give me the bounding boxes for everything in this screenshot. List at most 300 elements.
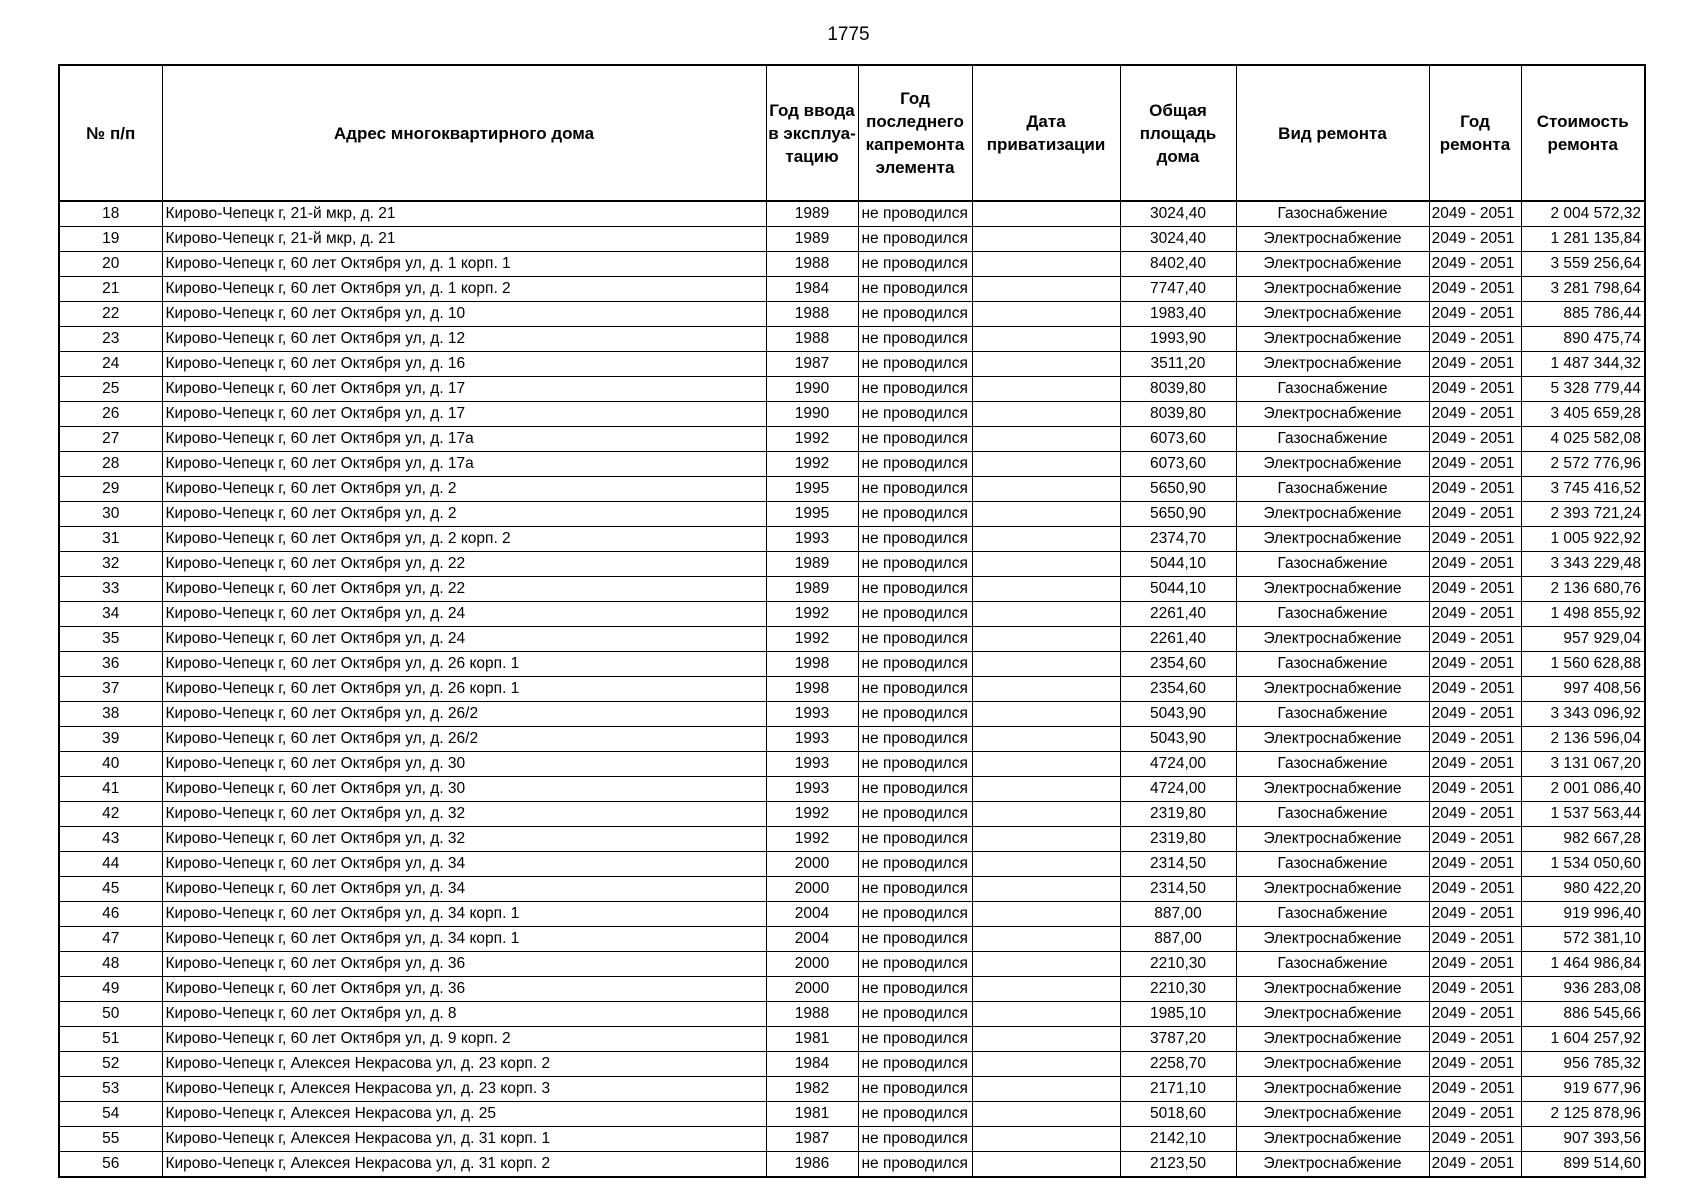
table-row (59, 352, 1645, 377)
row-year-built: 1982 (766, 1077, 858, 1102)
row-repair-type: Электроснабжение (1236, 402, 1429, 427)
row-address: Кирово-Чепецк г, 60 лет Октября ул, д. 22 (162, 552, 766, 577)
row-address: Кирово-Чепецк г, 60 лет Октября ул, д. 12 (162, 327, 766, 352)
row-area: 2123,50 (1120, 1152, 1236, 1178)
table-row (59, 977, 1645, 1002)
row-cost: 980 422,20 (1521, 877, 1645, 902)
row-num: 51 (59, 1027, 162, 1052)
row-last-repair: не проводился (858, 252, 972, 277)
table-row (59, 1077, 1645, 1102)
row-cost: 4 025 582,08 (1521, 427, 1645, 452)
row-repair-type: Электроснабжение (1236, 927, 1429, 952)
table-row (59, 1102, 1645, 1127)
row-year-built: 1984 (766, 1052, 858, 1077)
row-num: 22 (59, 302, 162, 327)
row-repair-period: 2049 - 2051 (1429, 277, 1521, 302)
table-row (59, 627, 1645, 652)
header-address: Адрес многоквартирного дома (162, 65, 766, 201)
row-num: 48 (59, 952, 162, 977)
row-repair-period: 2049 - 2051 (1429, 1027, 1521, 1052)
table-row (59, 927, 1645, 952)
row-last-repair: не проводился (858, 277, 972, 302)
row-repair-period: 2049 - 2051 (1429, 777, 1521, 802)
table-row (59, 227, 1645, 252)
row-cost: 3 131 067,20 (1521, 752, 1645, 777)
row-year-built: 1992 (766, 452, 858, 477)
row-privatization (972, 852, 1120, 877)
row-area: 3024,40 (1120, 227, 1236, 252)
row-address: Кирово-Чепецк г, 60 лет Октября ул, д. 16 (162, 352, 766, 377)
table-row (59, 452, 1645, 477)
row-area: 4724,00 (1120, 752, 1236, 777)
row-area: 1983,40 (1120, 302, 1236, 327)
row-cost: 1 498 855,92 (1521, 602, 1645, 627)
row-repair-type: Газоснабжение (1236, 952, 1429, 977)
row-year-built: 1989 (766, 577, 858, 602)
row-last-repair: не проводился (858, 402, 972, 427)
row-repair-period: 2049 - 2051 (1429, 802, 1521, 827)
table-row (59, 677, 1645, 702)
row-cost: 2 125 878,96 (1521, 1102, 1645, 1127)
row-repair-type: Электроснабжение (1236, 252, 1429, 277)
row-repair-type: Электроснабжение (1236, 327, 1429, 352)
row-repair-period: 2049 - 2051 (1429, 702, 1521, 727)
row-address: Кирово-Чепецк г, Алексея Некрасова ул, д. 23 корп. 2 (162, 1052, 766, 1077)
table-row (59, 1052, 1645, 1077)
row-address: Кирово-Чепецк г, 60 лет Октября ул, д. 8 (162, 1002, 766, 1027)
row-repair-type: Электроснабжение (1236, 1152, 1429, 1178)
row-privatization (972, 552, 1120, 577)
row-area: 2374,70 (1120, 527, 1236, 552)
row-privatization (972, 877, 1120, 902)
row-address: Кирово-Чепецк г, 60 лет Октября ул, д. 34 корп. 1 (162, 902, 766, 927)
row-last-repair: не проводился (858, 427, 972, 452)
row-address: Кирово-Чепецк г, 60 лет Октября ул, д. 2 (162, 477, 766, 502)
row-num: 47 (59, 927, 162, 952)
row-last-repair: не проводился (858, 752, 972, 777)
row-repair-period: 2049 - 2051 (1429, 977, 1521, 1002)
row-address: Кирово-Чепецк г, 60 лет Октября ул, д. 2 (162, 502, 766, 527)
row-cost: 957 929,04 (1521, 627, 1645, 652)
row-num: 18 (59, 201, 162, 227)
table-row (59, 302, 1645, 327)
row-privatization (972, 977, 1120, 1002)
row-privatization (972, 1102, 1120, 1127)
row-area: 5044,10 (1120, 577, 1236, 602)
row-repair-type: Газоснабжение (1236, 752, 1429, 777)
table-row (59, 201, 1645, 227)
row-num: 31 (59, 527, 162, 552)
row-repair-type: Электроснабжение (1236, 577, 1429, 602)
row-year-built: 1993 (766, 752, 858, 777)
row-cost: 3 343 096,92 (1521, 702, 1645, 727)
table-row (59, 652, 1645, 677)
row-area: 2171,10 (1120, 1077, 1236, 1102)
row-privatization (972, 827, 1120, 852)
row-repair-type: Газоснабжение (1236, 602, 1429, 627)
row-num: 42 (59, 802, 162, 827)
row-cost: 1 537 563,44 (1521, 802, 1645, 827)
row-last-repair: не проводился (858, 602, 972, 627)
row-num: 21 (59, 277, 162, 302)
row-privatization (972, 1002, 1120, 1027)
row-repair-type: Электроснабжение (1236, 827, 1429, 852)
row-year-built: 1987 (766, 352, 858, 377)
table-row (59, 252, 1645, 277)
row-privatization (972, 227, 1120, 252)
row-address: Кирово-Чепецк г, 60 лет Октября ул, д. 17 (162, 377, 766, 402)
row-cost: 1 534 050,60 (1521, 852, 1645, 877)
row-address: Кирово-Чепецк г, 60 лет Октября ул, д. 32 (162, 802, 766, 827)
row-num: 45 (59, 877, 162, 902)
row-privatization (972, 327, 1120, 352)
row-privatization (972, 427, 1120, 452)
row-last-repair: не проводился (858, 652, 972, 677)
row-repair-type: Электроснабжение (1236, 627, 1429, 652)
row-cost: 3 745 416,52 (1521, 477, 1645, 502)
row-num: 37 (59, 677, 162, 702)
row-year-built: 1988 (766, 252, 858, 277)
row-cost: 3 559 256,64 (1521, 252, 1645, 277)
row-address: Кирово-Чепецк г, 60 лет Октября ул, д. 26 корп. 1 (162, 652, 766, 677)
table-row (59, 852, 1645, 877)
row-privatization (972, 477, 1120, 502)
row-area: 2319,80 (1120, 827, 1236, 852)
table-body (59, 201, 1645, 1177)
row-area: 2354,60 (1120, 677, 1236, 702)
row-area: 887,00 (1120, 927, 1236, 952)
row-repair-type: Газоснабжение (1236, 201, 1429, 227)
row-cost: 2 004 572,32 (1521, 201, 1645, 227)
row-last-repair: не проводился (858, 1052, 972, 1077)
row-address: Кирово-Чепецк г, 60 лет Октября ул, д. 26 корп. 1 (162, 677, 766, 702)
row-repair-period: 2049 - 2051 (1429, 327, 1521, 352)
row-privatization (972, 1077, 1120, 1102)
row-repair-type: Газоснабжение (1236, 702, 1429, 727)
table-row (59, 502, 1645, 527)
row-year-built: 1992 (766, 827, 858, 852)
row-privatization (972, 902, 1120, 927)
row-year-built: 1992 (766, 427, 858, 452)
row-last-repair: не проводился (858, 902, 972, 927)
header-privatization: Дата приватизации (972, 65, 1120, 201)
row-area: 5044,10 (1120, 552, 1236, 577)
row-area: 8039,80 (1120, 377, 1236, 402)
row-repair-type: Электроснабжение (1236, 1027, 1429, 1052)
row-cost: 1 560 628,88 (1521, 652, 1645, 677)
row-repair-period: 2049 - 2051 (1429, 827, 1521, 852)
row-cost: 5 328 779,44 (1521, 377, 1645, 402)
row-repair-type: Электроснабжение (1236, 677, 1429, 702)
table-row (59, 1127, 1645, 1152)
row-address: Кирово-Чепецк г, 60 лет Октября ул, д. 1 корп. 1 (162, 252, 766, 277)
row-area: 5650,90 (1120, 502, 1236, 527)
row-privatization (972, 1152, 1120, 1178)
row-year-built: 1989 (766, 227, 858, 252)
table-row (59, 1002, 1645, 1027)
row-last-repair: не проводился (858, 552, 972, 577)
row-repair-period: 2049 - 2051 (1429, 927, 1521, 952)
row-last-repair: не проводился (858, 352, 972, 377)
table-row (59, 602, 1645, 627)
table-row (59, 527, 1645, 552)
row-cost: 1 464 986,84 (1521, 952, 1645, 977)
row-cost: 890 475,74 (1521, 327, 1645, 352)
row-last-repair: не проводился (858, 727, 972, 752)
row-repair-period: 2049 - 2051 (1429, 352, 1521, 377)
repair-register-table (58, 64, 1646, 1178)
row-num: 24 (59, 352, 162, 377)
row-num: 49 (59, 977, 162, 1002)
table-row (59, 552, 1645, 577)
table-row (59, 402, 1645, 427)
row-area: 1985,10 (1120, 1002, 1236, 1027)
row-address: Кирово-Чепецк г, 60 лет Октября ул, д. 36 (162, 952, 766, 977)
row-last-repair: не проводился (858, 201, 972, 227)
row-year-built: 1993 (766, 702, 858, 727)
row-last-repair: не проводился (858, 627, 972, 652)
row-cost: 899 514,60 (1521, 1152, 1645, 1178)
row-repair-type: Газоснабжение (1236, 477, 1429, 502)
row-year-built: 1995 (766, 502, 858, 527)
row-cost: 919 677,96 (1521, 1077, 1645, 1102)
row-num: 28 (59, 452, 162, 477)
row-repair-period: 2049 - 2051 (1429, 652, 1521, 677)
row-num: 38 (59, 702, 162, 727)
row-repair-period: 2049 - 2051 (1429, 452, 1521, 477)
row-num: 44 (59, 852, 162, 877)
header-area: Общая площадь дома (1120, 65, 1236, 201)
row-repair-period: 2049 - 2051 (1429, 502, 1521, 527)
row-cost: 572 381,10 (1521, 927, 1645, 952)
row-privatization (972, 1127, 1120, 1152)
table-row (59, 777, 1645, 802)
row-address: Кирово-Чепецк г, Алексея Некрасова ул, д. 31 корп. 2 (162, 1152, 766, 1178)
row-num: 29 (59, 477, 162, 502)
row-year-built: 1981 (766, 1102, 858, 1127)
row-repair-type: Газоснабжение (1236, 552, 1429, 577)
row-repair-period: 2049 - 2051 (1429, 602, 1521, 627)
row-privatization (972, 577, 1120, 602)
row-address: Кирово-Чепецк г, 60 лет Октября ул, д. 2 корп. 2 (162, 527, 766, 552)
row-privatization (972, 777, 1120, 802)
row-num: 27 (59, 427, 162, 452)
row-repair-period: 2049 - 2051 (1429, 227, 1521, 252)
row-area: 3511,20 (1120, 352, 1236, 377)
row-last-repair: не проводился (858, 1152, 972, 1178)
row-repair-type: Электроснабжение (1236, 452, 1429, 477)
row-address: Кирово-Чепецк г, 21-й мкр, д. 21 (162, 201, 766, 227)
row-last-repair: не проводился (858, 1102, 972, 1127)
row-repair-period: 2049 - 2051 (1429, 552, 1521, 577)
row-repair-period: 2049 - 2051 (1429, 527, 1521, 552)
row-last-repair: не проводился (858, 877, 972, 902)
row-privatization (972, 702, 1120, 727)
table-row (59, 277, 1645, 302)
row-year-built: 1989 (766, 201, 858, 227)
row-area: 887,00 (1120, 902, 1236, 927)
row-repair-period: 2049 - 2051 (1429, 377, 1521, 402)
header-repair-type: Вид ремонта (1236, 65, 1429, 201)
row-privatization (972, 952, 1120, 977)
row-repair-type: Электроснабжение (1236, 277, 1429, 302)
row-cost: 885 786,44 (1521, 302, 1645, 327)
row-privatization (972, 802, 1120, 827)
table-row (59, 952, 1645, 977)
row-address: Кирово-Чепецк г, Алексея Некрасова ул, д. 25 (162, 1102, 766, 1127)
row-last-repair: не проводился (858, 377, 972, 402)
row-cost: 2 393 721,24 (1521, 502, 1645, 527)
row-area: 6073,60 (1120, 452, 1236, 477)
row-year-built: 2000 (766, 952, 858, 977)
row-repair-period: 2049 - 2051 (1429, 577, 1521, 602)
row-last-repair: не проводился (858, 1027, 972, 1052)
row-repair-period: 2049 - 2051 (1429, 302, 1521, 327)
row-address: Кирово-Чепецк г, 60 лет Октября ул, д. 17а (162, 427, 766, 452)
row-repair-type: Электроснабжение (1236, 1077, 1429, 1102)
row-num: 30 (59, 502, 162, 527)
row-area: 7747,40 (1120, 277, 1236, 302)
row-privatization (972, 402, 1120, 427)
row-address: Кирово-Чепецк г, 60 лет Октября ул, д. 9 корп. 2 (162, 1027, 766, 1052)
row-repair-type: Электроснабжение (1236, 1002, 1429, 1027)
table-row (59, 827, 1645, 852)
row-cost: 1 005 922,92 (1521, 527, 1645, 552)
row-privatization (972, 452, 1120, 477)
row-last-repair: не проводился (858, 702, 972, 727)
row-repair-period: 2049 - 2051 (1429, 1152, 1521, 1178)
row-num: 33 (59, 577, 162, 602)
row-cost: 1 487 344,32 (1521, 352, 1645, 377)
row-cost: 982 667,28 (1521, 827, 1645, 852)
row-repair-type: Электроснабжение (1236, 877, 1429, 902)
row-repair-type: Электроснабжение (1236, 1052, 1429, 1077)
row-area: 2354,60 (1120, 652, 1236, 677)
row-cost: 1 281 135,84 (1521, 227, 1645, 252)
row-year-built: 1998 (766, 677, 858, 702)
row-num: 25 (59, 377, 162, 402)
row-year-built: 1981 (766, 1027, 858, 1052)
row-last-repair: не проводился (858, 1077, 972, 1102)
row-repair-type: Электроснабжение (1236, 727, 1429, 752)
row-address: Кирово-Чепецк г, 60 лет Октября ул, д. 1 корп. 2 (162, 277, 766, 302)
row-year-built: 1990 (766, 377, 858, 402)
row-cost: 3 343 229,48 (1521, 552, 1645, 577)
table-row (59, 902, 1645, 927)
table-row (59, 1152, 1645, 1178)
row-cost: 2 136 680,76 (1521, 577, 1645, 602)
row-cost: 886 545,66 (1521, 1002, 1645, 1027)
table-row (59, 427, 1645, 452)
row-repair-period: 2049 - 2051 (1429, 201, 1521, 227)
row-repair-period: 2049 - 2051 (1429, 902, 1521, 927)
row-address: Кирово-Чепецк г, 60 лет Октября ул, д. 30 (162, 777, 766, 802)
row-cost: 997 408,56 (1521, 677, 1645, 702)
row-address: Кирово-Чепецк г, 60 лет Октября ул, д. 34 (162, 852, 766, 877)
row-cost: 3 281 798,64 (1521, 277, 1645, 302)
row-year-built: 1992 (766, 602, 858, 627)
row-num: 23 (59, 327, 162, 352)
row-cost: 1 604 257,92 (1521, 1027, 1645, 1052)
row-privatization (972, 201, 1120, 227)
row-repair-period: 2049 - 2051 (1429, 402, 1521, 427)
row-last-repair: не проводился (858, 302, 972, 327)
table-row (59, 327, 1645, 352)
row-year-built: 2000 (766, 877, 858, 902)
row-num: 35 (59, 627, 162, 652)
row-area: 5650,90 (1120, 477, 1236, 502)
row-last-repair: не проводился (858, 827, 972, 852)
row-address: Кирово-Чепецк г, 60 лет Октября ул, д. 30 (162, 752, 766, 777)
row-repair-period: 2049 - 2051 (1429, 1052, 1521, 1077)
row-area: 2261,40 (1120, 602, 1236, 627)
row-privatization (972, 652, 1120, 677)
row-repair-type: Электроснабжение (1236, 502, 1429, 527)
row-year-built: 1992 (766, 627, 858, 652)
row-num: 36 (59, 652, 162, 677)
row-last-repair: не проводился (858, 477, 972, 502)
row-cost: 907 393,56 (1521, 1127, 1645, 1152)
row-privatization (972, 1027, 1120, 1052)
row-privatization (972, 677, 1120, 702)
row-num: 26 (59, 402, 162, 427)
row-repair-type: Газоснабжение (1236, 852, 1429, 877)
row-last-repair: не проводился (858, 502, 972, 527)
row-last-repair: не проводился (858, 977, 972, 1002)
row-year-built: 1984 (766, 277, 858, 302)
row-cost: 956 785,32 (1521, 1052, 1645, 1077)
row-area: 8039,80 (1120, 402, 1236, 427)
row-area: 5018,60 (1120, 1102, 1236, 1127)
row-repair-period: 2049 - 2051 (1429, 1127, 1521, 1152)
row-privatization (972, 752, 1120, 777)
row-year-built: 2000 (766, 977, 858, 1002)
row-privatization (972, 502, 1120, 527)
row-area: 2142,10 (1120, 1127, 1236, 1152)
row-repair-type: Электроснабжение (1236, 527, 1429, 552)
row-privatization (972, 252, 1120, 277)
row-area: 2261,40 (1120, 627, 1236, 652)
row-year-built: 1990 (766, 402, 858, 427)
row-repair-period: 2049 - 2051 (1429, 1077, 1521, 1102)
row-address: Кирово-Чепецк г, Алексея Некрасова ул, д. 23 корп. 3 (162, 1077, 766, 1102)
row-last-repair: не проводился (858, 852, 972, 877)
row-num: 43 (59, 827, 162, 852)
row-repair-type: Электроснабжение (1236, 977, 1429, 1002)
row-area: 6073,60 (1120, 427, 1236, 452)
row-year-built: 2004 (766, 927, 858, 952)
row-num: 54 (59, 1102, 162, 1127)
row-last-repair: не проводился (858, 952, 972, 977)
row-area: 2210,30 (1120, 952, 1236, 977)
table-row (59, 802, 1645, 827)
row-cost: 2 572 776,96 (1521, 452, 1645, 477)
row-year-built: 1988 (766, 327, 858, 352)
row-address: Кирово-Чепецк г, 60 лет Октября ул, д. 34 (162, 877, 766, 902)
table-header (59, 65, 1645, 201)
row-repair-period: 2049 - 2051 (1429, 952, 1521, 977)
row-last-repair: не проводился (858, 577, 972, 602)
row-privatization (972, 277, 1120, 302)
row-year-built: 1992 (766, 802, 858, 827)
table-row (59, 702, 1645, 727)
row-year-built: 2000 (766, 852, 858, 877)
row-area: 3024,40 (1120, 201, 1236, 227)
row-privatization (972, 1052, 1120, 1077)
table-row (59, 377, 1645, 402)
row-cost: 936 283,08 (1521, 977, 1645, 1002)
row-year-built: 1993 (766, 727, 858, 752)
